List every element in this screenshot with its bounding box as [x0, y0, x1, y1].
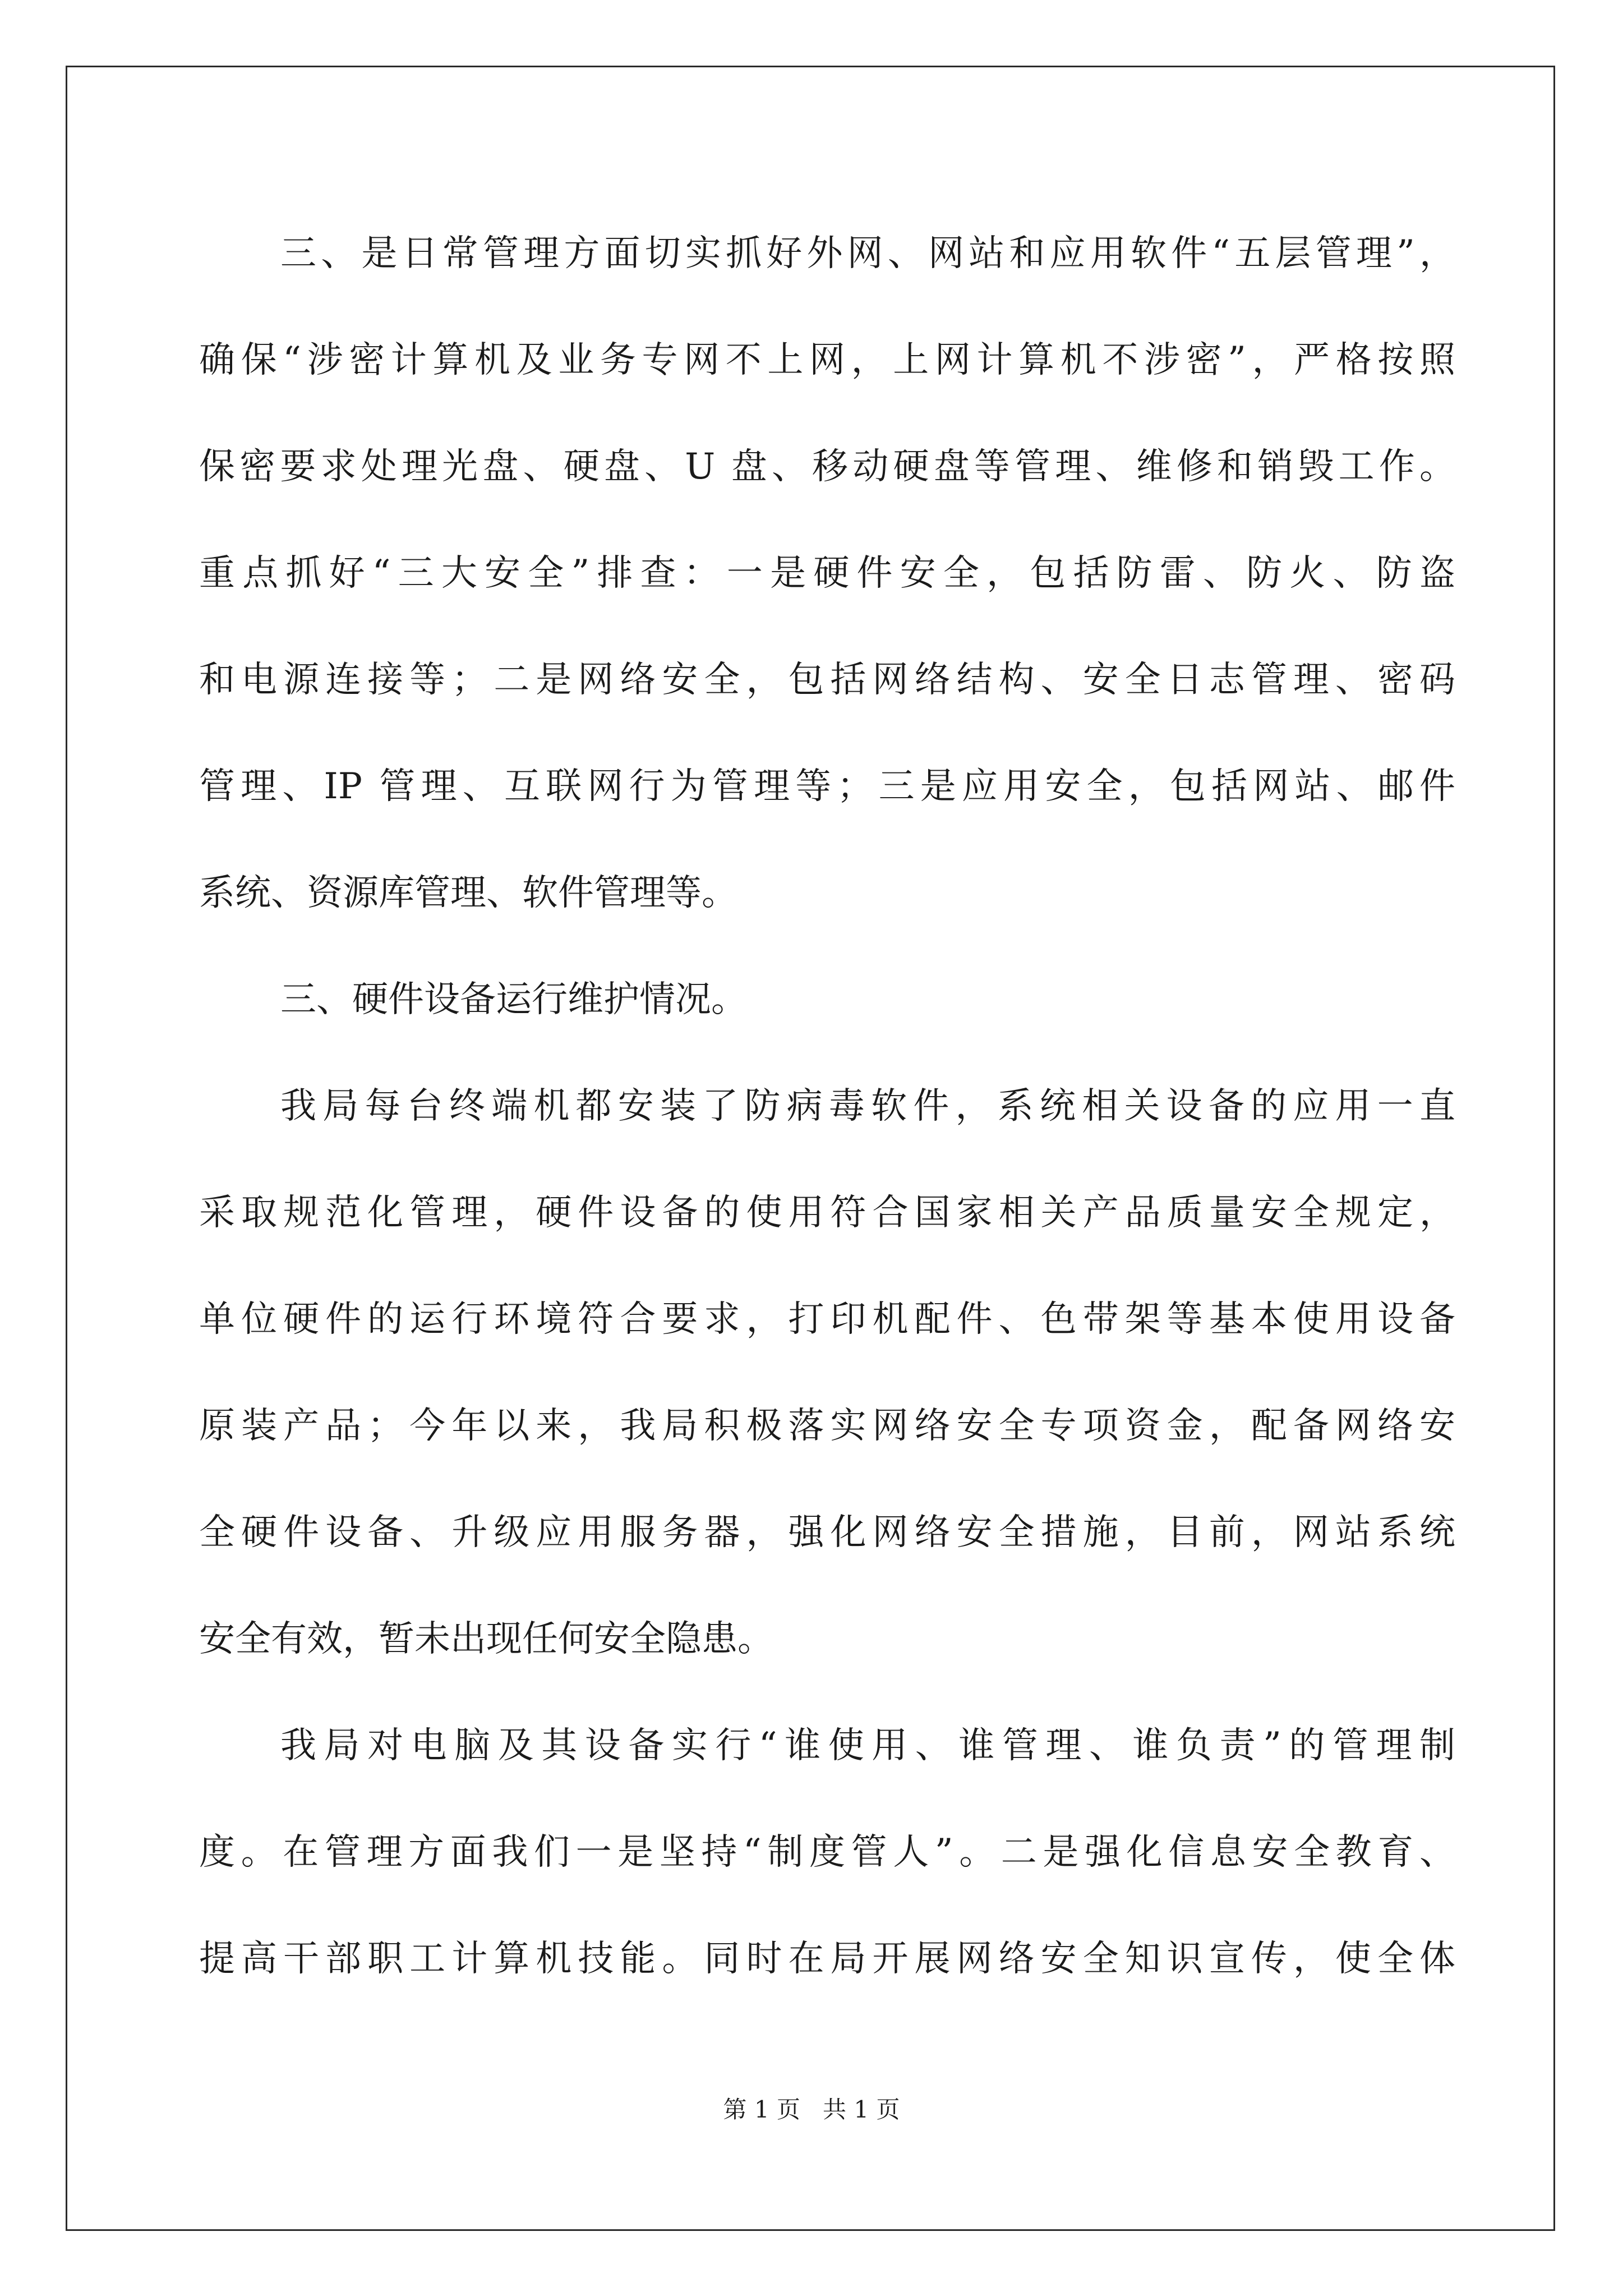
paragraph-1-line-4: 重点抓好“三大安全”排查：一是硬件安全，包括防雷、防火、防盗 — [199, 553, 1455, 594]
paragraph-3-line-2: 采取规范化管理，硬件设备的使用符合国家相关产品质量安全规定， — [199, 1192, 1455, 1234]
paragraph-4-line-3: 提高干部职工计算机技能。同时在局开展网络安全知识宣传，使全体 — [199, 1938, 1455, 1980]
paragraph-3-line-1: 我局每台终端机都安装了防病毒软件，系统相关设备的应用一直 — [280, 1085, 1455, 1127]
paragraph-1-line-5: 和电源连接等；二是网络安全，包括网络结构、安全日志管理、密码 — [199, 659, 1455, 701]
paragraph-1-line-7: 系统、资源库管理、软件管理等。 — [199, 872, 737, 914]
paragraph-4-line-2: 度。在管理方面我们一是坚持“制度管人”。二是强化信息安全教育、 — [199, 1832, 1455, 1873]
paragraph-1-line-2: 确保“涉密计算机及业务专网不上网，上网计算机不涉密”，严格按照 — [199, 339, 1455, 381]
paragraph-3-line-4: 原装产品；今年以来，我局积极落实网络安全专项资金，配备网络安 — [199, 1405, 1455, 1447]
paragraph-4-line-1: 我局对电脑及其设备实行“谁使用、谁管理、谁负责”的管理制 — [280, 1725, 1455, 1766]
paragraph-3-line-5: 全硬件设备、升级应用服务器，强化网络安全措施，目前，网站系统 — [199, 1512, 1455, 1553]
paragraph-1-line-6: 管理、IP 管理、互联网行为管理等；三是应用安全，包括网站、邮件 — [199, 766, 1455, 807]
paragraph-3-line-6: 安全有效，暂未出现任何安全隐患。 — [199, 1618, 773, 1660]
paragraph-1-line-1: 三、是日常管理方面切实抓好外网、网站和应用软件“五层管理”， — [280, 233, 1455, 274]
paragraph-3-line-3: 单位硬件的运行环境符合要求，打印机配件、色带架等基本使用设备 — [199, 1299, 1455, 1340]
paragraph-1-line-3: 保密要求处理光盘、硬盘、U 盘、移动硬盘等管理、维修和销毁工作。 — [199, 446, 1455, 487]
page-border — [66, 66, 1555, 2231]
section-heading: 三、硬件设备运行维护情况。 — [280, 979, 747, 1020]
page-number-footer: 第 1 页 共 1 页 — [723, 2096, 900, 2123]
